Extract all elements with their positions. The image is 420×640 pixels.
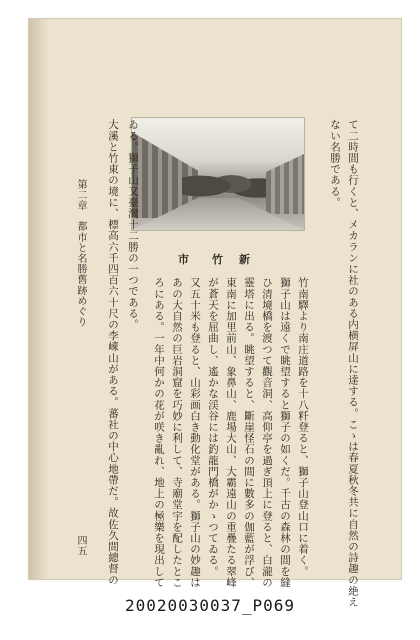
photo-caption-right: 市	[178, 253, 189, 266]
text-column: あの大自然の巨岩洞窟を巧妙に利して、寺廟堂宇を配したとこ	[171, 277, 183, 588]
text-column: 靈塔に出る。眺望すると、斷崖怪石の間に數多の伽藍が浮び、	[243, 277, 255, 588]
photo-caption-left: 新	[239, 253, 250, 266]
text-column: て二時間も行くと、メカランに社のある内横屏山に達する。こゝは春夏秋冬共に自然の詩趣の絶え	[347, 119, 359, 608]
text-column: 竹南驛より南庄道路を十八粁登ると、獅子山登山口に着く。	[297, 277, 309, 577]
text-column: が蒼天を屈曲し、遙かな渓谷には釣龍門橋がかゝつてゐる。	[207, 277, 219, 577]
text-column: 又五十米も登ると、山彩画白き動化堂がある。獅子山の妙趣は	[189, 277, 201, 588]
text-column: 東南に加里前山、象鼻山、鹿場大山、大霸遠山の重疊たる翠峰	[225, 277, 237, 588]
text-column: ない名勝である。	[329, 119, 341, 208]
text-column: ゐる。獅子山又臺灣十二勝の一つである。	[127, 119, 139, 330]
page-gutter-shadow	[29, 19, 49, 579]
text-column: 獅子山は遠くで眺望すると獅子の如くだ。千古の森林の間を縫	[279, 277, 291, 588]
page-number: 四五	[75, 535, 86, 557]
running-head: 第二章 都市と名勝舊跡めぐり	[75, 179, 86, 328]
text-column: ひ清境橋を渡つて觀音洞、高仰亭を過ぎ頂上に登ると、白瀧の	[261, 277, 273, 588]
text-column: ろにある。一年中何かの花が咲き亂れ、地上の極樂を現出して	[153, 277, 165, 588]
photo-caption-middle: 竹	[212, 253, 223, 266]
text-column: 大溪と竹東の境に、標高六千四百六十尺の李崠山がある。蕃社の中心地帶だ。故佐久間總督の	[107, 119, 119, 586]
city-street-photo	[131, 117, 305, 231]
catalog-id: 20020030037_P069	[124, 596, 296, 615]
